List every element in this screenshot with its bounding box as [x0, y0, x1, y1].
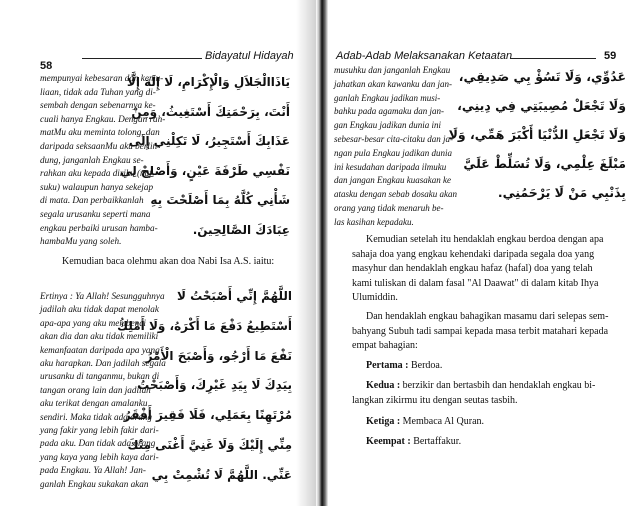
text-line: يَاذَاالْجَلاَلِ وَالْإِكْرَامِ، لَا إِلَهَ إِلَّا: [126, 75, 290, 89]
page-number: 59: [604, 50, 617, 62]
list-item: [366, 436, 461, 447]
text-line: اللَّهُمَّ إِنِّي أَصْبَحْتُ لَا: [176, 289, 292, 303]
item-label: Kedua :: [366, 380, 401, 391]
text-line: kami tuliskan di dalam fasal "Al Daawat" di dalam kitab Ihya: [352, 277, 599, 289]
text-line: engkau perbaiki urusan hamba-: [40, 222, 158, 233]
text-line: matMu aku meminta tolong, dan: [40, 127, 160, 138]
text-line: شَأْنِي كُلَّهُ بِمَا أَصْلَحْتَ بِهِ: [150, 193, 290, 207]
running-head: Bidayatul Hidayah: [205, 50, 294, 62]
text-line: tangan orang lain dan jadilah: [40, 384, 151, 395]
text-line: نَفْعَ مَا أَرْجُو، وَأَصْبَحَ الْأَمْرُ: [145, 348, 292, 363]
text-line: نَفْسِي طَرْفَةَ عَيْنٍ، وَأَصْلِحْ لِي: [120, 163, 290, 178]
list-item: [366, 360, 442, 371]
text-line: Ertinya : Ya Allah! Sesungguhnya: [40, 291, 165, 301]
left-page: [0, 0, 318, 506]
item-label: Keempat :: [366, 436, 411, 447]
page-number: 58: [40, 60, 53, 72]
translation-column: [334, 64, 457, 230]
text-line: mempunyai kebesaran dan kemu-: [40, 73, 164, 83]
text-line: أَنْتَ، بِرَحْمَتِكَ أَسْتَغِيثُ، وَمِنْ: [131, 104, 290, 119]
text-line: sebesar-besar cita-citaku dan ja-: [334, 133, 454, 144]
text-line: ini kesudahan daripada ilmuku: [334, 161, 447, 172]
text-line: عَدُوِّي، وَلَا تَسُؤْ بِي صَدِيقِي،: [458, 69, 626, 84]
text-line: musuhku dan janganlah Engkau: [334, 65, 451, 75]
item-text: Berdoa.: [410, 360, 443, 371]
arabic-prayer-column: [117, 282, 292, 491]
text-line: suku) walaupun hanya sekejap: [40, 181, 154, 192]
text-line: gan Engkau jadikan dunia ini: [334, 120, 441, 131]
arabic-prayer-column: [449, 62, 626, 207]
list-item: [366, 416, 484, 427]
paragraph: [352, 233, 603, 306]
list-item: [352, 395, 518, 406]
text-line: orang yang tidak menaruh be-: [334, 202, 444, 213]
right-page: [326, 0, 638, 506]
item-text: berzikir dan bertasbih dan hendaklah engkau bi-: [402, 380, 596, 391]
text-line: atasku dengan sebab dosaku akan: [334, 189, 457, 200]
text-line: وَلَا تَجْعَلِ الدُّنْيَا أَكْبَرَ هَمِّي، وَلَا: [448, 127, 626, 142]
text-line: empat bahagian:: [352, 340, 418, 351]
text-line: أَسْتَطِيعُ دَفْعَ مَا أَكْرَهُ، وَلَا أَمْلِكُ: [117, 318, 292, 333]
text-line: di mata. Dan perbaikkanlah: [40, 195, 144, 206]
text-line: Ulumiddin.: [352, 292, 398, 303]
text-line: Kemudian setelah itu hendaklah engkau berdoa dengan apa: [366, 234, 604, 245]
text-line: cuali hanya Engkau. Dengan rah-: [40, 113, 166, 124]
text-line: hambaMu yang soleh.: [40, 236, 122, 247]
item-text: langkan zikirmu itu dengan seutas tasbih.: [352, 395, 518, 406]
text-line: مُرْتَهِنًا بِعَمَلِي، فَلَا فَقِيرَ أَفْقَرُ: [123, 408, 292, 423]
text-line: sahaja doa yang engkau kehendaki daripada segala doa yang: [352, 248, 595, 260]
text-line: dan jangan Engkau kuasakan ke: [334, 175, 451, 186]
item-label: Ketiga :: [366, 416, 401, 427]
text-line: ganlah Engkau sukakan akan: [40, 478, 149, 489]
text-line: وَلَا تَجْعَلْ مُصِيبَتِي فِي دِينِي،: [457, 98, 626, 113]
text-line: aku terikat dengan amalanku: [40, 398, 148, 409]
text-line: Dan hendaklah engkau bahagikan masamu dari selepas sem-: [366, 311, 609, 322]
item-text: Membaca Al Quran.: [402, 416, 485, 427]
text-line: akan dia dan aku tidak memiliki: [40, 331, 159, 342]
text-line: بِيَدِكَ لَا بِيَدِ غَيْرِكَ، وَأَصْبَحْتُ: [137, 378, 292, 393]
text-line: sendiri. Maka tidak ada orang: [40, 411, 153, 422]
arabic-prayer-column: [120, 68, 290, 245]
text-line: عِبَادَكَ الصَّالِحِينَ.: [192, 222, 290, 237]
text-line: masyhur dan hendaklah engkau hafaz (hafal) doa yang telah: [352, 263, 593, 274]
text-line: jahatkan akan kawanku dan jan-: [334, 78, 452, 89]
running-head: Adab-Adab Melaksanakan Ketaatan: [336, 50, 513, 62]
paragraph: [352, 310, 608, 354]
text-line: segala urusanku seperti mana: [40, 208, 151, 219]
text-line: pada Engkau. Ya Allah! Jan-: [40, 465, 146, 476]
text-line: daripada seksaanMu aku berlin-: [40, 140, 161, 151]
text-line: بِذَنْبِي مَنْ لَا يَرْحَمُنِي.: [497, 185, 626, 200]
intro-line: Kemudian baca olehmu akan doa Nabi Isa A.S. iaitu:: [62, 256, 275, 267]
text-line: rahkan aku kepada diriku (naf-: [40, 168, 155, 179]
text-line: aku harapkan. Dan jadilah segala: [40, 358, 166, 369]
text-line: ngan pula Engkau jadikan dunia: [334, 147, 452, 158]
text-line: apa-apa yang aku membenci: [40, 317, 146, 328]
text-line: jadilah aku tidak dapat menolak: [40, 304, 159, 315]
text-line: bahyang Subuh tadi sampai kepada masa terbit matahari kepada: [352, 325, 609, 337]
text-line: عَنِّي. اللَّهُمَّ لَا تُشْمِتْ بِي: [151, 467, 292, 482]
list-item: [366, 380, 595, 391]
text-line: sembah dengan sebenarnya ke-: [40, 100, 156, 111]
text-line: las kasihan kepadaku.: [334, 216, 414, 227]
header-rule: [510, 58, 596, 59]
text-line: عَذَابِكَ أَسْتَجِيرُ، لَا تَكِلْنِي إِلَى: [128, 134, 290, 148]
page-gutter-shadow: [296, 0, 316, 506]
header-rule: [82, 58, 202, 59]
text-line: yang kaya yang lebih kaya dari-: [40, 451, 159, 462]
text-line: pada aku. Dan tidak ada orang: [40, 438, 156, 449]
item-label: Pertama :: [366, 360, 409, 371]
item-text: Bertaffakur.: [413, 436, 462, 447]
text-line: bahku pada agamaku dan jan-: [334, 106, 444, 117]
text-line: مِنِّي إِلَيْكَ وَلَا غَنِيَّ أَغْنَى مِنْكَ: [127, 437, 292, 452]
text-line: liaan, tidak ada Tuhan yang di-: [40, 86, 156, 97]
text-line: dung, janganlah Engkau se-: [40, 154, 144, 165]
text-line: مَبْلَغَ عِلْمِي، وَلَا تُسَلِّطْ عَلَيَّ: [463, 156, 626, 171]
text-line: urusanku di tanganmu, bukan di: [40, 371, 160, 382]
text-line: ganlah Engkau jadikan musi-: [334, 92, 441, 103]
text-line: kemanfaatan daripada apa yang: [40, 344, 160, 355]
text-line: yang fakir yang lebih fakir dari-: [40, 425, 159, 436]
